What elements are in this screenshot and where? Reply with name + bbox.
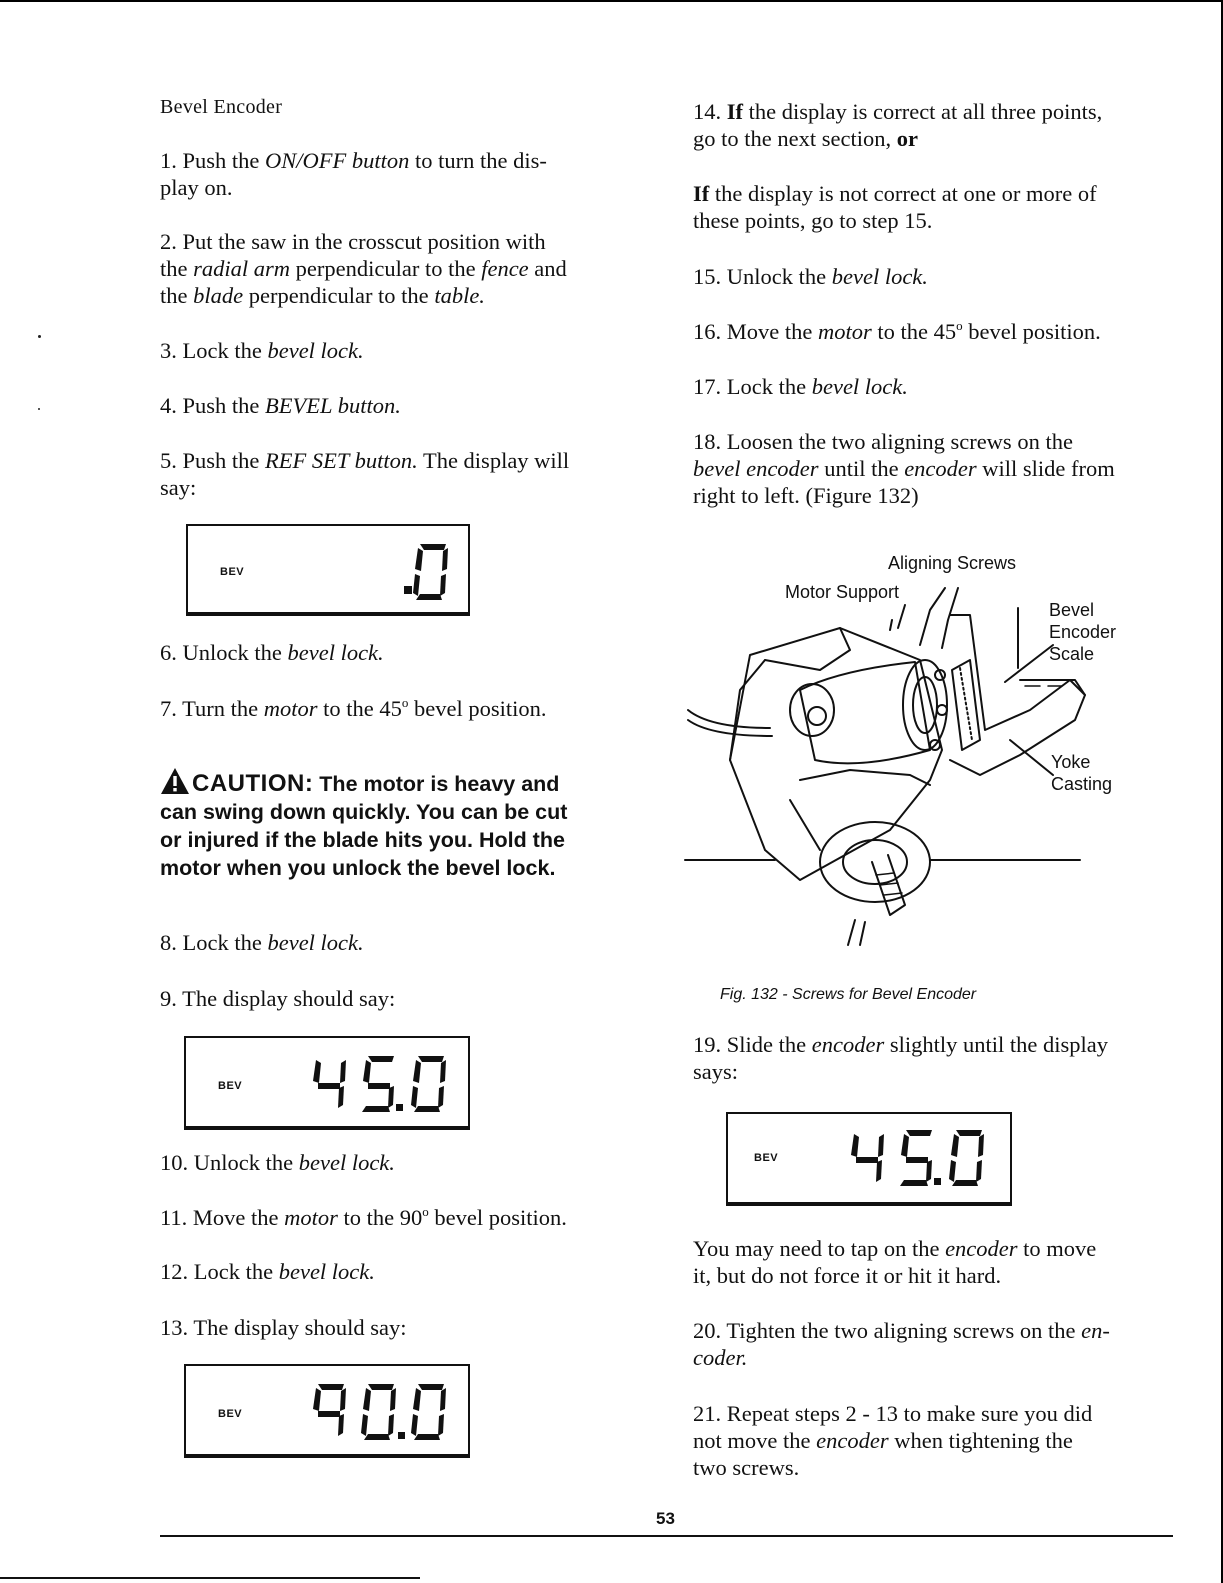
step-20: 20. Tighten the two aligning screws on the en- coder. [693,1318,1110,1370]
bottom-edge-rule [0,1577,420,1579]
step-5: 5. Push the REF SET button. The display will say: [160,448,570,500]
label-bevel-encoder-scale-3: Scale [1049,644,1095,664]
step-15: 15. Unlock the bevel lock. [693,264,928,289]
step-10: 10. Unlock the bevel lock. [160,1150,395,1175]
lcd-display-ref [186,524,470,614]
scan-speck [38,335,41,338]
lcd-digits-90 [308,1378,468,1448]
lcd-display-45 [184,1036,470,1128]
step-14-alt: If the display is not correct at one or more of these points, go to step 15. [693,181,1097,233]
step-17: 17. Lock the bevel lock. [693,374,908,399]
tap-note: You may need to tap on the encoder to move it, but do not force it or hit it hard. [693,1236,1097,1288]
step-8: 8. Lock the bevel lock. [160,930,364,955]
label-bevel-encoder-scale-2: Encoder [1049,622,1117,642]
step-3: 3. Lock the bevel lock. [160,338,364,363]
label-yoke-casting-1: Yoke [1051,752,1091,772]
warning-triangle-icon [160,767,190,795]
page-top-border [0,0,1223,2]
lcd-digits-45 [308,1050,468,1120]
lcd-label: BEV [218,1080,243,1092]
step-2: 2. Put the saw in the crosscut position with the radial arm perpendicular to the fence and the blade perpendicular to the table. [160,229,567,308]
step-6: 6. Unlock the bevel lock. [160,640,384,665]
page-number: 53 [656,1509,675,1528]
figure-caption: Fig. 132 - Screws for Bevel Encoder [720,986,977,1003]
step-1: 1. Push the ON/OFF button to turn the dis- play on. [160,148,547,200]
step-9: 9. The display should say: [160,986,396,1011]
label-yoke-casting-2: Casting [1051,774,1113,794]
caution-warning: CAUTION: The motor is heavy and can swing down quickly. You can be cut or injured if the blade hits you. Hold the motor when you unlock the bevel lock. [160,763,640,882]
step-18: 18. Loosen the two aligning screws on the bevel encoder until the encoder will slide from right to left. (Figure 132) [693,429,1115,508]
section-title: Bevel Encoder [160,96,283,118]
step-16: 16. Move the motor to the 45$^o$ bevel position. [693,317,1101,344]
step-12: 12. Lock the bevel lock. [160,1259,375,1284]
lcd-label: BEV [754,1152,779,1164]
lcd-label: BEV [218,1408,243,1420]
step-4: 4. Push the BEVEL button. [160,393,401,418]
caution-word: CAUTION: [192,770,314,797]
label-bevel-encoder-scale-1: Bevel [1049,600,1095,620]
step-21: 21. Repeat steps 2 - 13 to make sure you did not move the encoder when tightening the two screws. [693,1401,1093,1480]
step-13: 13. The display should say: [160,1315,407,1340]
lcd-display-90 [184,1364,470,1456]
step-7: 7. Turn the motor to the 45$^o$ bevel position. [160,694,547,721]
step-19: 19. Slide the encoder slightly until the display says: [693,1032,1108,1084]
figure-132 [680,550,1160,950]
scan-speck [38,408,40,410]
label-motor-support: Motor Support [785,582,900,602]
step-11: 11. Move the motor to the 90$^o$ bevel position. [160,1203,567,1230]
lcd-label: BEV [220,566,245,578]
lcd-digits-0 [376,538,466,608]
step-14: 14. If the display is correct at all three points, go to the next section, or [693,99,1103,151]
label-aligning-screws: Aligning Screws [888,553,1017,573]
lcd-digits-45-encoder [846,1124,1006,1194]
footer-rule [160,1535,1173,1537]
lcd-display-45-encoder [726,1112,1012,1204]
